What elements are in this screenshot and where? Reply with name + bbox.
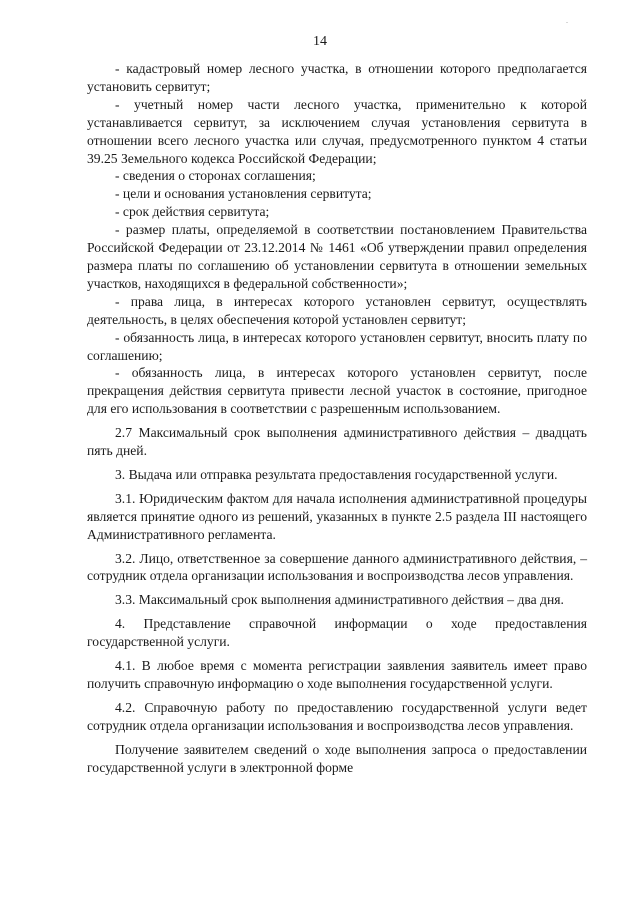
- section-heading: 4. Представление справочной информации о ходе предоставления государственной услуги.: [87, 616, 587, 650]
- paragraph: - права лица, в интересах которого установлен сервитут, осуществлять деятельность, в целях обеспечения которой установлен сервитут;: [87, 293, 587, 327]
- paragraph: - обязанность лица, в интересах которого установлен сервитут, после прекращения действия сервитута привести лесной участок в состояние, пригодное для его использования в соответствии с разрешенным использованием.: [87, 365, 587, 417]
- paragraph: - цели и основания установления сервитута;: [115, 186, 372, 202]
- paragraph: - обязанность лица, в интересах которого установлен сервитут, вносить плату по соглашению;: [87, 329, 587, 363]
- paragraph: 4.1. В любое время с момента регистрации заявления заявитель имеет право получить справочную информацию о ходе выполнения государственной услуги.: [87, 658, 587, 691]
- page-number: 14: [313, 34, 327, 49]
- paragraph: 3.3. Максимальный срок выполнения административного действия – два дня.: [115, 592, 564, 608]
- paragraph: 3.2. Лицо, ответственное за совершение данного административного действия, – сотрудник отдела организации использования и воспроизводства лесов управления.: [87, 550, 587, 584]
- paragraph: - учетный номер части лесного участка, применительно к которой устанавливается сервитут, за исключением случая установления сервитута в отношении всего лесного участка или случая, предусмотренного пунктом 4 статьи 39.25 Земельного кодекса Российской Федерации;: [87, 96, 587, 166]
- paragraph: - размер платы, определяемой в соответствии постановлением Правительства Российской Федерации от 23.12.2014 № 1461 «Об утверждении правил определения размера платы по соглашению об установлении сервитута в отношении земельных участков, находящихся в федеральной собственности»;: [87, 222, 587, 291]
- paragraph: Получение заявителем сведений о ходе выполнения запроса о предоставлении государственной услуги в электронной форме: [87, 741, 587, 775]
- paragraph: 3.1. Юридическим фактом для начала исполнения административной процедуры является принятие одного из решений, указанных в пункте 2.5 раздела III настоящего Административного регламента.: [87, 490, 587, 542]
- section-heading: 3. Выдача или отправка результата предоставления государственной услуги.: [115, 466, 558, 482]
- paragraph: - сведения о сторонах соглашения;: [115, 168, 316, 184]
- corner-mark: .: [566, 16, 568, 25]
- paragraph: - срок действия сервитута;: [115, 204, 270, 220]
- paragraph: 2.7 Максимальный срок выполнения административного действия – двадцать пять дней.: [87, 425, 587, 459]
- paragraph: - кадастровый номер лесного участка, в отношении которого предполагается установить сервитут;: [87, 61, 587, 94]
- paragraph: 4.2. Справочную работу по предоставлению государственной услуги ведет сотрудник отдела организации использования и воспроизводства лесов управления.: [87, 699, 587, 733]
- document-body: [87, 60, 587, 777]
